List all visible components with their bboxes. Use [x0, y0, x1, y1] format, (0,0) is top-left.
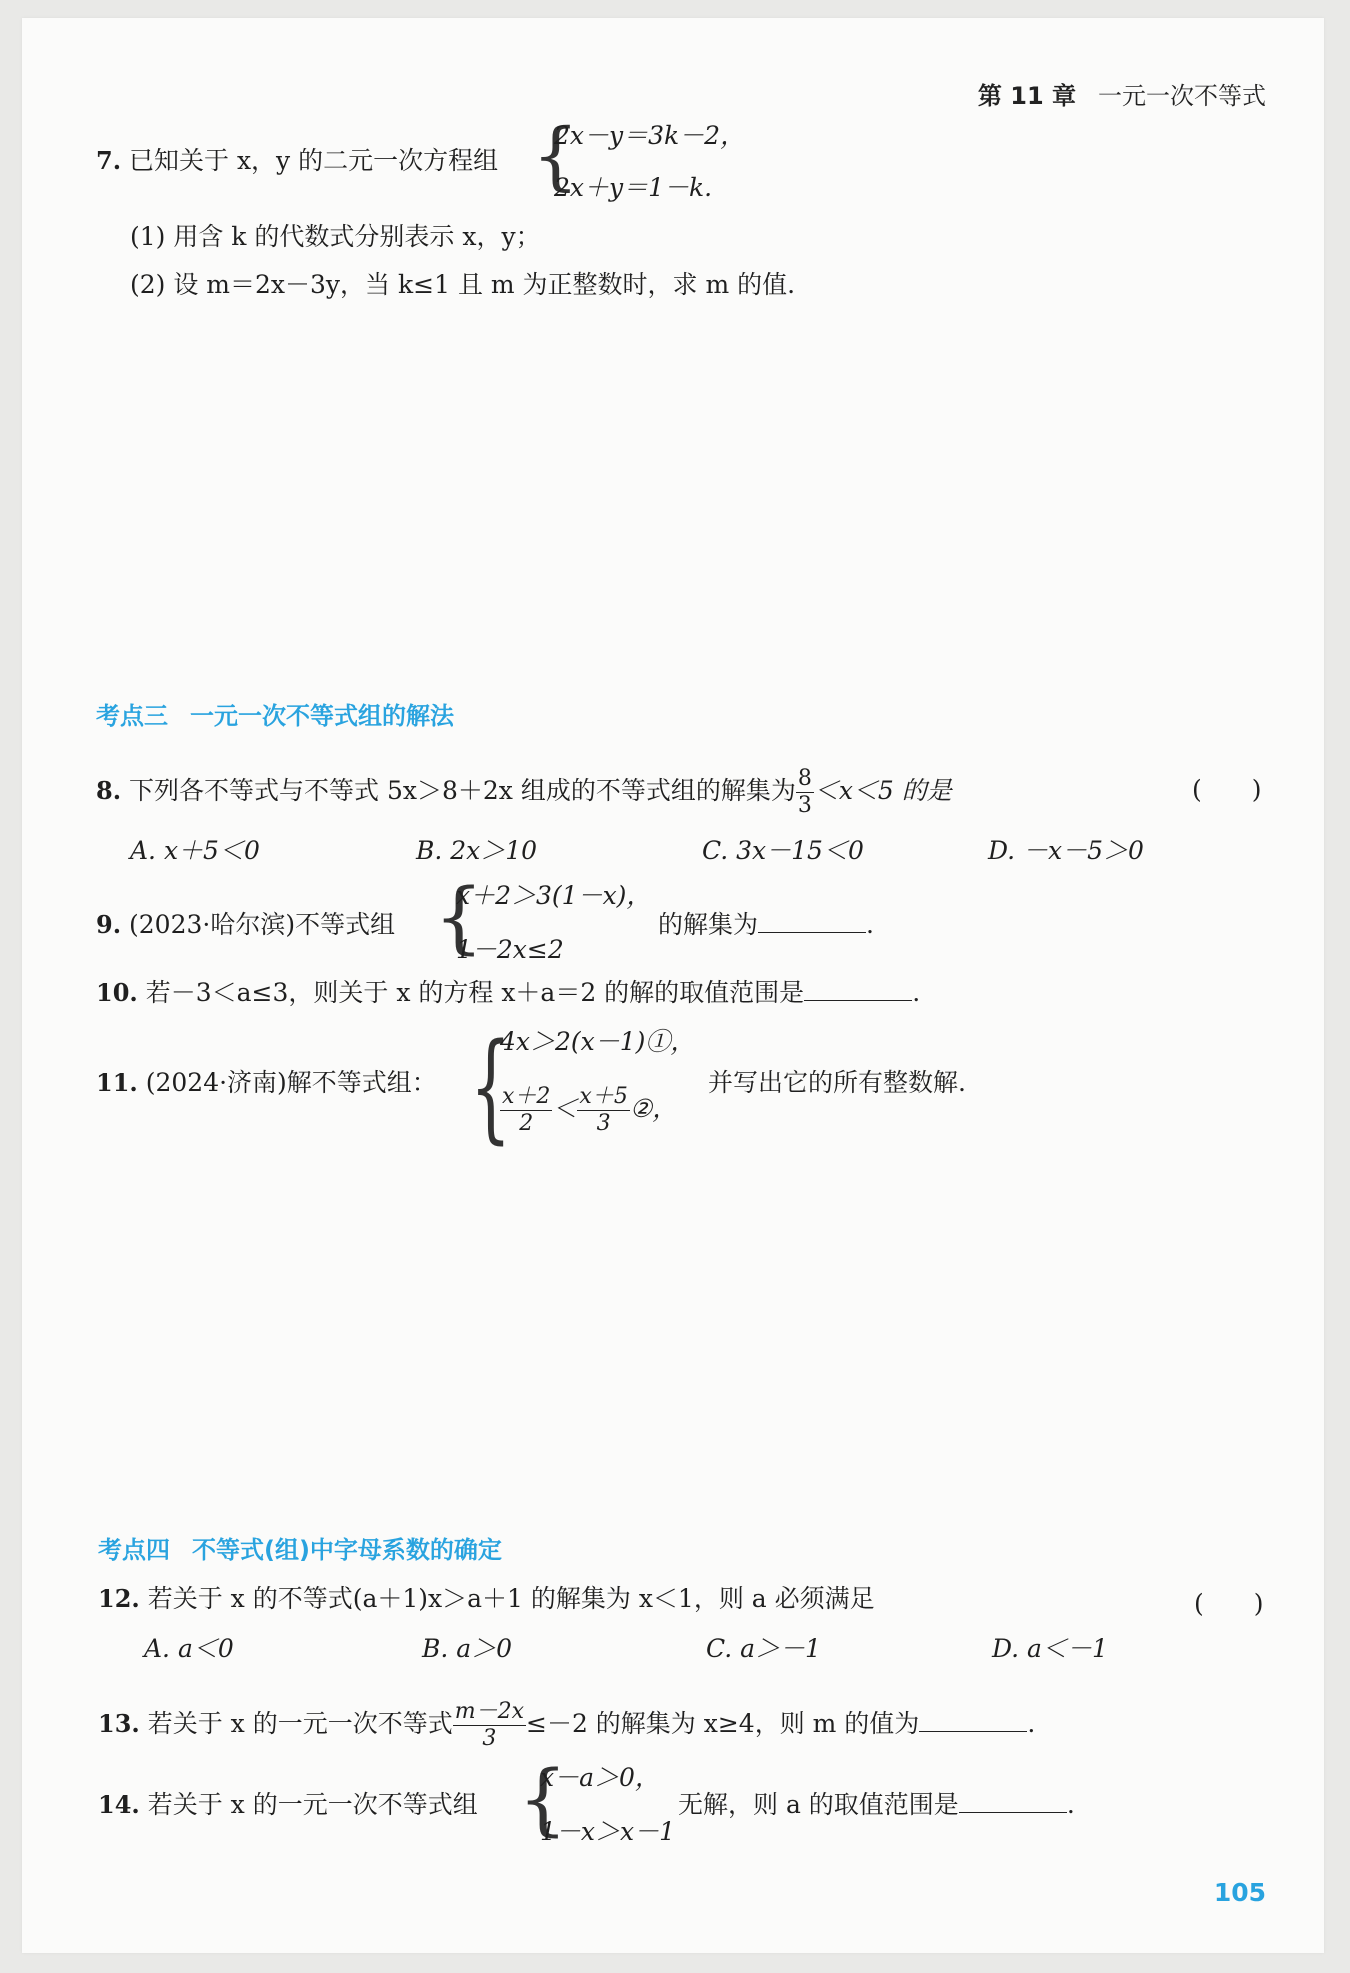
q7-subquestion-1: (1) 用含 k 的代数式分别表示 x，y； [130, 222, 541, 251]
section-heading-3 [96, 696, 454, 731]
q9-equation-1: x＋2＞3(1－x)， [456, 881, 652, 910]
answer-blank[interactable] [758, 910, 866, 933]
question-stem: 若关于 x 的一元一次不等式组 [147, 1790, 478, 1819]
section-title: 不等式(组)中字母系数的确定 [192, 1536, 502, 1564]
answer-blank[interactable] [959, 1790, 1067, 1813]
answer-parentheses: ( ) [1194, 1589, 1264, 1618]
fraction: $\frac{x+2}{2}$ [502, 1084, 551, 1136]
system-brace: { [434, 873, 484, 963]
page-header [978, 76, 1266, 111]
question-10: 10. 若－3＜a≤3，则关于 x 的方程 x＋a＝2 的解的取值范围是 . [96, 978, 921, 1007]
q14-equation-2: 1－x＞x－1 [540, 1817, 676, 1846]
q11-equation-1: 4x＞2(x－1)①， [500, 1027, 696, 1056]
question-stem: 下列各不等式与不等式 5x＞8＋2x 组成的不等式组的解集为 [129, 776, 796, 805]
option-c: C. 3x－15＜0 [702, 836, 864, 865]
fraction: $\frac{8}{3}$ [797, 766, 812, 818]
system-brace: { [470, 1017, 512, 1155]
chapter-title: 一元一次不等式 [1098, 82, 1266, 110]
q7-equation-1: 2x－y＝3k－2， [554, 121, 746, 150]
q14-equation-1: x－a＞0， [540, 1763, 660, 1792]
question-14 [98, 1789, 478, 1821]
answer-parentheses: ( ) [1192, 775, 1262, 804]
option-a: A. a＜0 [144, 1634, 234, 1663]
question-number: 13. [98, 1709, 140, 1738]
question-stem: 若－3＜a≤3，则关于 x 的方程 x＋a＝2 的解的取值范围是 [145, 978, 805, 1007]
q11-equation-2: $\frac{x+2}{2}$ ＜ $\frac{x+5}{3}$ ②， [502, 1084, 678, 1136]
question-number: 9. [96, 910, 122, 939]
answer-blank[interactable] [919, 1709, 1027, 1732]
system-brace: { [532, 113, 580, 199]
question-tail: ≤－2 的解集为 x≥4，则 m 的值为 [526, 1709, 920, 1738]
q9-equation-2: 1－2x≤2 [456, 935, 564, 964]
page-number: 105 [1213, 1878, 1266, 1907]
question-stem: 已知关于 x，y 的二元一次方程组 [129, 146, 499, 175]
section-label: 考点四 [98, 1536, 170, 1564]
q14-tail: 无解，则 a 的取值范围是 . [678, 1790, 1075, 1819]
question-source: (2024·济南)解不等式组： [145, 1068, 437, 1097]
question-number: 7. [96, 146, 122, 175]
question-9 [96, 909, 395, 941]
option-c: C. a＞－1 [706, 1634, 821, 1663]
q9-tail: 的解集为 . [658, 910, 874, 939]
question-number: 11. [96, 1068, 138, 1097]
question-stem: 若关于 x 的不等式(a＋1)x＞a＋1 的解集为 x＜1，则 a 必须满足 [147, 1584, 875, 1613]
fraction: $\frac{x+5}{3}$ [579, 1084, 628, 1136]
question-8 [96, 766, 952, 819]
section-title: 一元一次不等式组的解法 [190, 702, 454, 730]
q7-subquestion-2: (2) 设 m＝2x－3y，当 k≤1 且 m 为正整数时，求 m 的值. [130, 270, 796, 299]
question-source: (2023·哈尔滨)不等式组 [129, 910, 396, 939]
question-12 [98, 1583, 875, 1615]
fraction: $\frac{m-2x}{3}$ [454, 1699, 524, 1751]
question-tail: ＜x＜5 的是 [813, 776, 952, 805]
chapter-number: 第 11 章 [977, 82, 1076, 110]
question-number: 14. [98, 1790, 140, 1819]
option-b: B. a＞0 [422, 1634, 513, 1663]
option-d: D. －x－5＞0 [988, 836, 1144, 865]
question-number: 12. [98, 1584, 140, 1613]
question-number: 10. [96, 978, 138, 1007]
q11-tail: 并写出它的所有整数解. [708, 1068, 966, 1097]
q7-equation-2: 2x＋y＝1－k. [554, 173, 713, 202]
option-a: A. x＋5＜0 [130, 836, 260, 865]
question-7 [96, 145, 498, 177]
question-13: 13. 若关于 x 的一元一次不等式 $\frac{m-2x}{3}$ ≤－2 的解集为 x≥4，则 m 的值为 . [98, 1699, 1036, 1751]
option-b: B. 2x＞10 [416, 836, 538, 865]
page [22, 18, 1324, 1953]
question-11 [96, 1067, 437, 1099]
answer-blank[interactable] [804, 978, 912, 1001]
question-number: 8. [96, 776, 122, 805]
system-brace: { [518, 1755, 568, 1845]
question-stem: 若关于 x 的一元一次不等式 [147, 1709, 453, 1738]
section-heading-4 [98, 1530, 502, 1565]
section-label: 考点三 [96, 702, 168, 730]
option-d: D. a＜－1 [992, 1634, 1108, 1663]
